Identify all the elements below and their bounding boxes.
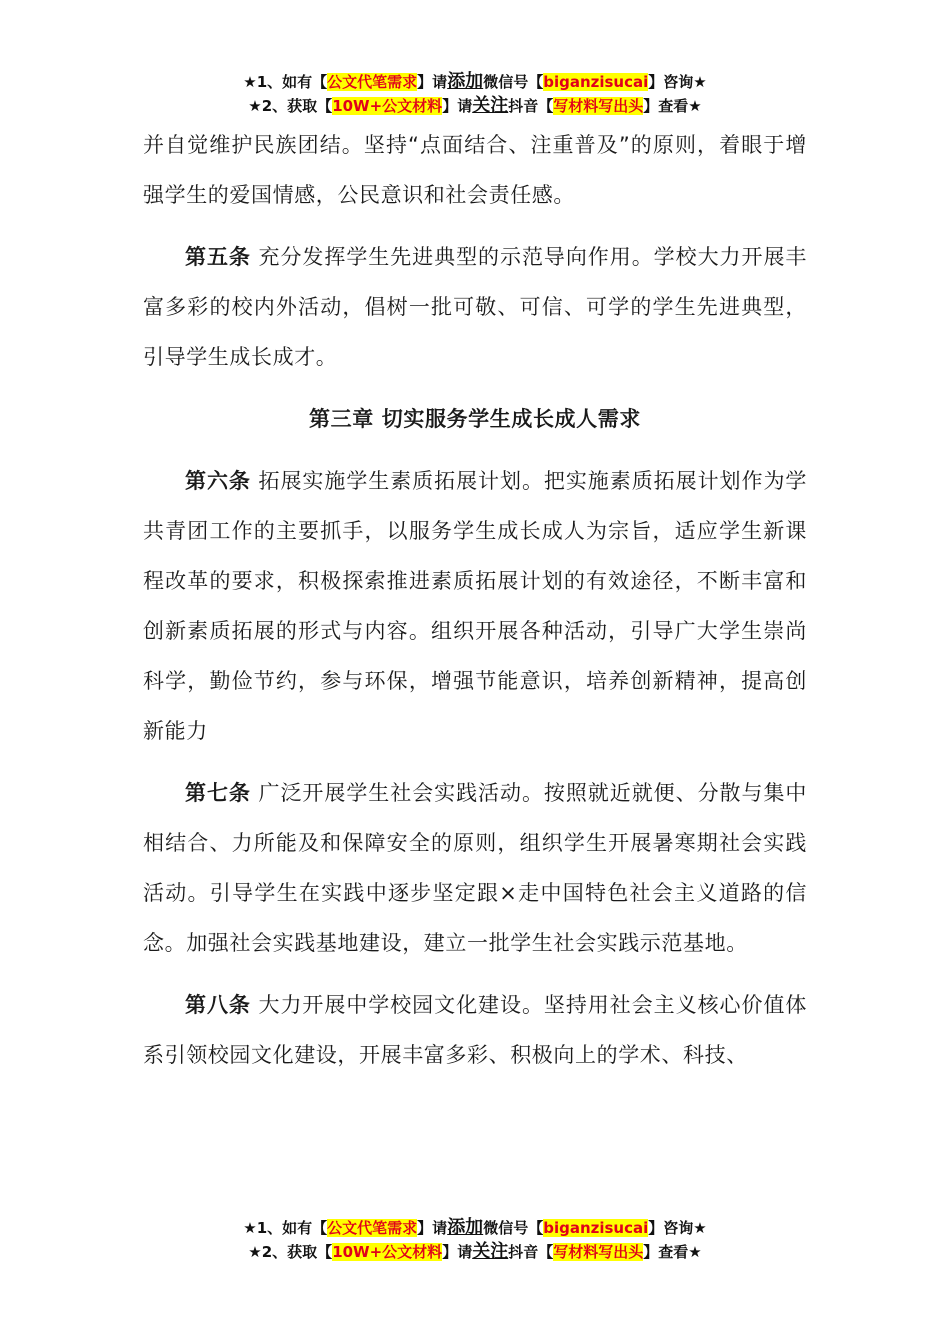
- banner-text: ★1、如有【: [243, 73, 328, 91]
- article-text: 广泛开展学生社会实践活动。按照就近就便、分散与集中相结合、力所能及和保障安全的原则，组织学生开展暑寒期社会实践活动。引导学生在实践中逐步坚定跟×走中国特色社会主义道路的信念。加强社会实践基地建设，建立一批学生社会实践示范基地。: [143, 781, 807, 955]
- banner-text: ★1、如有【: [243, 1219, 328, 1237]
- banner-text: 】请: [442, 97, 473, 115]
- banner-text: ★2、获取【: [248, 97, 333, 115]
- banner-text: 】查看★: [643, 97, 702, 115]
- banner-text: 抖音【: [508, 97, 554, 115]
- article-text: 大力开展中学校园文化建设。坚持用社会主义核心价值体系引领校园文化建设，开展丰富多彩、积极向上的学术、科技、: [143, 993, 807, 1067]
- banner-highlight: 公文代笔需求: [327, 1219, 418, 1237]
- banner-text: 微信号【: [483, 73, 544, 91]
- banner-line-1: [0, 1216, 950, 1240]
- banner-emphasis: 关注: [472, 95, 509, 116]
- footer-banner: [0, 1216, 950, 1264]
- banner-wechat-id: biganzisucai: [543, 73, 649, 91]
- banner-emphasis: 关注: [472, 1241, 509, 1262]
- article-label: 第七条: [185, 781, 251, 805]
- article-5: [143, 232, 807, 382]
- banner-wechat-id: biganzisucai: [543, 1219, 649, 1237]
- article-6: [143, 456, 807, 756]
- banner-text: 】咨询★: [648, 73, 707, 91]
- banner-text: 】咨询★: [648, 1219, 707, 1237]
- article-label: 第六条: [185, 469, 251, 493]
- banner-text: 】请: [417, 1219, 448, 1237]
- banner-line-2: [0, 94, 950, 118]
- banner-text: 】请: [417, 73, 448, 91]
- banner-text: ★2、获取【: [248, 1243, 333, 1261]
- document-body: [143, 120, 807, 1080]
- article-label: 第八条: [185, 993, 251, 1017]
- banner-emphasis: 添加: [447, 71, 484, 92]
- article-8: [143, 980, 807, 1080]
- banner-text: 】请: [442, 1243, 473, 1261]
- paragraph-continuation: 并自觉维护民族团结。坚持“点面结合、注重普及”的原则，着眼于增强学生的爱国情感，公民意识和社会责任感。: [143, 133, 807, 207]
- banner-text: 】查看★: [643, 1243, 702, 1261]
- banner-highlight: 公文代笔需求: [327, 73, 418, 91]
- banner-douyin-id: 写材料写出头: [553, 1243, 644, 1261]
- banner-emphasis: 添加: [447, 1217, 484, 1238]
- banner-text: 微信号【: [483, 1219, 544, 1237]
- article-label: 第五条: [185, 245, 251, 269]
- article-7: [143, 768, 807, 968]
- article-text: 充分发挥学生先进典型的示范导向作用。学校大力开展丰富多彩的校内外活动，倡树一批可敬、可信、可学的学生先进典型，引导学生成长成才。: [143, 245, 807, 369]
- article-text: 拓展实施学生素质拓展计划。把实施素质拓展计划作为学共青团工作的主要抓手，以服务学生成长成人为宗旨，适应学生新课程改革的要求，积极探索推进素质拓展计划的有效途径，不断丰富和创新素质拓展的形式与内容。组织开展各种活动，引导广大学生崇尚科学，勤俭节约，参与环保，增强节能意识，培养创新精神，提高创新能力: [143, 469, 807, 743]
- banner-text: 抖音【: [508, 1243, 554, 1261]
- banner-line-1: [0, 70, 950, 94]
- banner-line-2: [0, 1240, 950, 1264]
- header-banner: [0, 70, 950, 118]
- banner-douyin-id: 写材料写出头: [553, 97, 644, 115]
- chapter-heading: 第三章 切实服务学生成长成人需求: [309, 407, 641, 431]
- banner-highlight: 10W+公文材料: [332, 1243, 443, 1261]
- banner-highlight: 10W+公文材料: [332, 97, 443, 115]
